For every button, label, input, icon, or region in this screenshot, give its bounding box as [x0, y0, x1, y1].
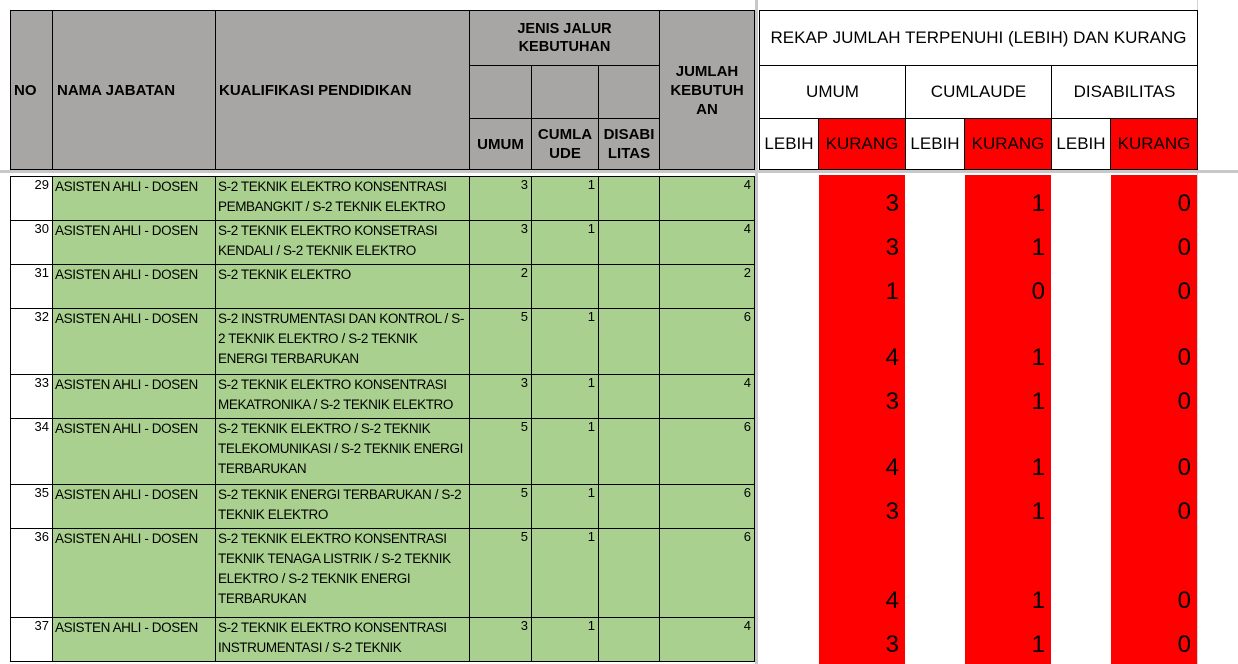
cell-no[interactable]: 36 — [10, 528, 53, 618]
cell-kualifikasi[interactable]: S-2 TEKNIK ELEKTRO KONSENTRASI PEMBANGKIT / S-2 TEKNIK ELEKTRO — [215, 176, 470, 221]
cell-kurang-disabilitas[interactable]: 0 — [1177, 498, 1191, 525]
rekap-cumlaude-kurang: KURANG — [964, 118, 1052, 170]
cell-lebih[interactable] — [759, 484, 819, 528]
cell-cumlaude[interactable]: 1 — [531, 374, 599, 419]
cell-kualifikasi[interactable]: S-2 TEKNIK ELEKTRO KONSETRASI KENDALI / S-2 TEKNIK ELEKTRO — [215, 220, 470, 265]
cell-jumlah[interactable]: 6 — [659, 484, 755, 529]
header-umum: UMUM — [469, 118, 532, 170]
cell-kurang-cumlaude[interactable]: 1 — [1031, 631, 1045, 658]
cell-disabilitas[interactable] — [598, 374, 660, 419]
header-disabilitas: DISABI LITAS — [598, 118, 660, 170]
cell-nama-jabatan[interactable]: ASISTEN AHLI - DOSEN — [52, 374, 216, 419]
rekap-title: REKAP JUMLAH TERPENUHI (LEBIH) DAN KURANG — [759, 10, 1198, 66]
cell-disabilitas[interactable] — [598, 264, 660, 309]
cell-no[interactable]: 35 — [10, 484, 53, 529]
cell-kurang-cumlaude[interactable]: 1 — [1031, 388, 1045, 415]
cell-nama-jabatan[interactable]: ASISTEN AHLI - DOSEN — [52, 418, 216, 485]
header-jenis-jalur: JENIS JALUR KEBUTUHAN — [469, 10, 660, 66]
rekap-cumlaude-lebih: LEBIH — [905, 118, 965, 170]
cell-cumlaude[interactable]: 1 — [531, 176, 599, 221]
cell-kurang-umum[interactable]: 3 — [885, 631, 899, 658]
cell-lebih[interactable] — [905, 528, 965, 617]
cell-disabilitas[interactable] — [598, 484, 660, 529]
cell-jumlah[interactable]: 6 — [659, 418, 755, 485]
cell-umum[interactable]: 5 — [469, 308, 532, 375]
cell-no[interactable]: 37 — [10, 617, 53, 662]
cell-disabilitas[interactable] — [598, 308, 660, 375]
cell-disabilitas[interactable] — [598, 528, 660, 618]
cell-cumlaude[interactable]: 1 — [531, 484, 599, 529]
cell-lebih[interactable] — [1051, 528, 1111, 617]
cell-nama-jabatan[interactable]: ASISTEN AHLI - DOSEN — [52, 484, 216, 529]
cell-jumlah[interactable]: 4 — [659, 374, 755, 419]
cell-cumlaude[interactable]: 1 — [531, 220, 599, 265]
cell-kurang-cumlaude[interactable]: 1 — [1031, 234, 1045, 261]
cell-lebih[interactable] — [1051, 484, 1111, 528]
cell-lebih[interactable] — [759, 617, 819, 661]
cell-kualifikasi[interactable]: S-2 TEKNIK ELEKTRO KONSENTRASI MEKATRONIKA / S-2 TEKNIK ELEKTRO — [215, 374, 470, 419]
freeze-pane-horizontal — [0, 170, 1238, 173]
cell-lebih[interactable] — [905, 220, 965, 264]
header-no: NO — [10, 10, 53, 170]
cell-kurang-disabilitas[interactable]: 0 — [1177, 388, 1191, 415]
cell-lebih[interactable] — [1051, 264, 1111, 308]
cell-kurang-disabilitas[interactable]: 0 — [1177, 587, 1191, 614]
cell-disabilitas[interactable] — [598, 220, 660, 265]
cell-kurang-cumlaude[interactable]: 0 — [1031, 278, 1045, 305]
rekap-disabilitas-lebih: LEBIH — [1051, 118, 1111, 170]
cell-kurang-umum[interactable]: 3 — [885, 234, 899, 261]
cell-nama-jabatan[interactable]: ASISTEN AHLI - DOSEN — [52, 264, 216, 309]
cell-lebih[interactable] — [1051, 617, 1111, 661]
cell-lebih[interactable] — [1051, 418, 1111, 484]
cell-kurang-cumlaude[interactable]: 1 — [1031, 587, 1045, 614]
cell-nama-jabatan[interactable]: ASISTEN AHLI - DOSEN — [52, 220, 216, 265]
cell-cumlaude[interactable]: 1 — [531, 308, 599, 375]
cell-umum[interactable]: 5 — [469, 528, 532, 618]
cell-jumlah[interactable]: 4 — [659, 220, 755, 265]
cell-umum[interactable]: 3 — [469, 176, 532, 221]
header-cumlaude: CUMLA UDE — [531, 118, 599, 170]
cell-jumlah[interactable]: 2 — [659, 264, 755, 309]
cell-disabilitas[interactable] — [598, 418, 660, 485]
header-jumlah-kebutuhan: JUMLAH KEBUTUH AN — [659, 10, 755, 170]
cell-cumlaude[interactable]: 1 — [531, 617, 599, 662]
cell-jumlah[interactable]: 6 — [659, 528, 755, 618]
cell-kurang-cumlaude[interactable]: 1 — [1031, 498, 1045, 525]
cell-kurang-cumlaude[interactable]: 1 — [1031, 344, 1045, 371]
cell-umum[interactable]: 3 — [469, 374, 532, 419]
cell-no[interactable]: 30 — [10, 220, 53, 265]
cell-lebih[interactable] — [1051, 374, 1111, 418]
cell-nama-jabatan[interactable]: ASISTEN AHLI - DOSEN — [52, 528, 216, 618]
cell-lebih[interactable] — [1051, 220, 1111, 264]
rekap-umum-kurang: KURANG — [818, 118, 906, 170]
cell-no[interactable]: 31 — [10, 264, 53, 309]
cell-no[interactable]: 29 — [10, 176, 53, 221]
cell-jumlah[interactable]: 6 — [659, 308, 755, 375]
cell-lebih[interactable] — [759, 308, 819, 374]
cell-cumlaude[interactable]: 1 — [531, 528, 599, 618]
rekap-disabilitas: DISABILITAS — [1051, 65, 1198, 119]
cell-kurang-umum[interactable]: 3 — [885, 388, 899, 415]
cell-umum[interactable]: 5 — [469, 418, 532, 485]
header-empty-cell — [598, 65, 660, 119]
cell-kurang-umum[interactable]: 4 — [885, 587, 899, 614]
cell-no[interactable]: 33 — [10, 374, 53, 419]
cell-kurang-disabilitas[interactable]: 0 — [1177, 631, 1191, 658]
cell-kurang-umum[interactable]: 4 — [885, 454, 899, 481]
cell-cumlaude[interactable] — [531, 264, 599, 309]
cell-kurang-disabilitas[interactable]: 0 — [1177, 278, 1191, 305]
cell-lebih[interactable] — [905, 264, 965, 308]
cell-jumlah[interactable]: 4 — [659, 617, 755, 662]
cell-kurang-cumlaude[interactable]: 1 — [1031, 454, 1045, 481]
cell-kualifikasi[interactable]: S-2 TEKNIK ELEKTRO KONSENTRASI TEKNIK TENAGA LISTRIK / S-2 TEKNIK ELEKTRO / S-2 TEKNIK ENERGI TERBARUKAN — [215, 528, 470, 618]
cell-kurang-umum[interactable]: 4 — [885, 344, 899, 371]
cell-lebih[interactable] — [905, 484, 965, 528]
cell-no[interactable]: 34 — [10, 418, 53, 485]
cell-lebih[interactable] — [905, 418, 965, 484]
cell-lebih[interactable] — [759, 528, 819, 617]
cell-umum[interactable]: 5 — [469, 484, 532, 529]
header-nama-jabatan: NAMA JABATAN — [52, 10, 216, 170]
cell-kualifikasi[interactable]: S-2 TEKNIK ELEKTRO / S-2 TEKNIK TELEKOMUNIKASI / S-2 TEKNIK ENERGI TERBARUKAN — [215, 418, 470, 485]
rekap-cumlaude: CUMLAUDE — [905, 65, 1052, 119]
cell-nama-jabatan[interactable]: ASISTEN AHLI - DOSEN — [52, 176, 216, 221]
cell-lebih[interactable] — [905, 176, 965, 220]
cell-lebih[interactable] — [759, 418, 819, 484]
cell-nama-jabatan[interactable]: ASISTEN AHLI - DOSEN — [52, 617, 216, 662]
cell-lebih[interactable] — [759, 220, 819, 264]
rekap-umum: UMUM — [759, 65, 906, 119]
cell-kurang-umum[interactable]: 3 — [885, 190, 899, 217]
cell-umum[interactable]: 2 — [469, 264, 532, 309]
cell-kurang-umum[interactable]: 3 — [885, 498, 899, 525]
cell-lebih[interactable] — [1051, 176, 1111, 220]
freeze-pane-vertical — [755, 0, 758, 664]
cell-kurang-disabilitas[interactable]: 0 — [1177, 454, 1191, 481]
cell-lebih[interactable] — [759, 176, 819, 220]
rekap-umum-lebih: LEBIH — [759, 118, 819, 170]
cell-cumlaude[interactable]: 1 — [531, 418, 599, 485]
cell-kualifikasi[interactable]: S-2 INSTRUMENTASI DAN KONTROL / S-2 TEKNIK ELEKTRO / S-2 TEKNIK ENERGI TERBARUKAN — [215, 308, 470, 375]
header-empty-cell — [469, 65, 532, 119]
cell-kurang-disabilitas[interactable]: 0 — [1177, 234, 1191, 261]
cell-nama-jabatan[interactable]: ASISTEN AHLI - DOSEN — [52, 308, 216, 375]
cell-disabilitas[interactable] — [598, 176, 660, 221]
header-kualifikasi: KUALIFIKASI PENDIDIKAN — [215, 10, 470, 170]
cell-kurang-umum[interactable]: 1 — [885, 278, 899, 305]
cell-jumlah[interactable]: 4 — [659, 176, 755, 221]
cell-kurang-disabilitas[interactable]: 0 — [1177, 344, 1191, 371]
cell-lebih[interactable] — [1051, 308, 1111, 374]
cell-umum[interactable]: 3 — [469, 220, 532, 265]
cell-kurang-cumlaude[interactable]: 1 — [1031, 190, 1045, 217]
cell-kurang-disabilitas[interactable]: 0 — [1177, 190, 1191, 217]
cell-lebih[interactable] — [905, 308, 965, 374]
cell-lebih[interactable] — [759, 264, 819, 308]
header-empty-cell — [531, 65, 599, 119]
cell-disabilitas[interactable] — [598, 617, 660, 662]
cell-lebih[interactable] — [905, 617, 965, 661]
cell-lebih[interactable] — [905, 374, 965, 418]
cell-kualifikasi[interactable]: S-2 TEKNIK ENERGI TERBARUKAN / S-2 TEKNIK ELEKTRO — [215, 484, 470, 529]
cell-kualifikasi[interactable]: S-2 TEKNIK ELEKTRO KONSENTRASI INSTRUMENTASI / S-2 TEKNIK — [215, 617, 470, 662]
cell-umum[interactable]: 3 — [469, 617, 532, 662]
cell-kualifikasi[interactable]: S-2 TEKNIK ELEKTRO — [215, 264, 470, 309]
rekap-disabilitas-kurang: KURANG — [1110, 118, 1198, 170]
cell-lebih[interactable] — [759, 374, 819, 418]
cell-no[interactable]: 32 — [10, 308, 53, 375]
